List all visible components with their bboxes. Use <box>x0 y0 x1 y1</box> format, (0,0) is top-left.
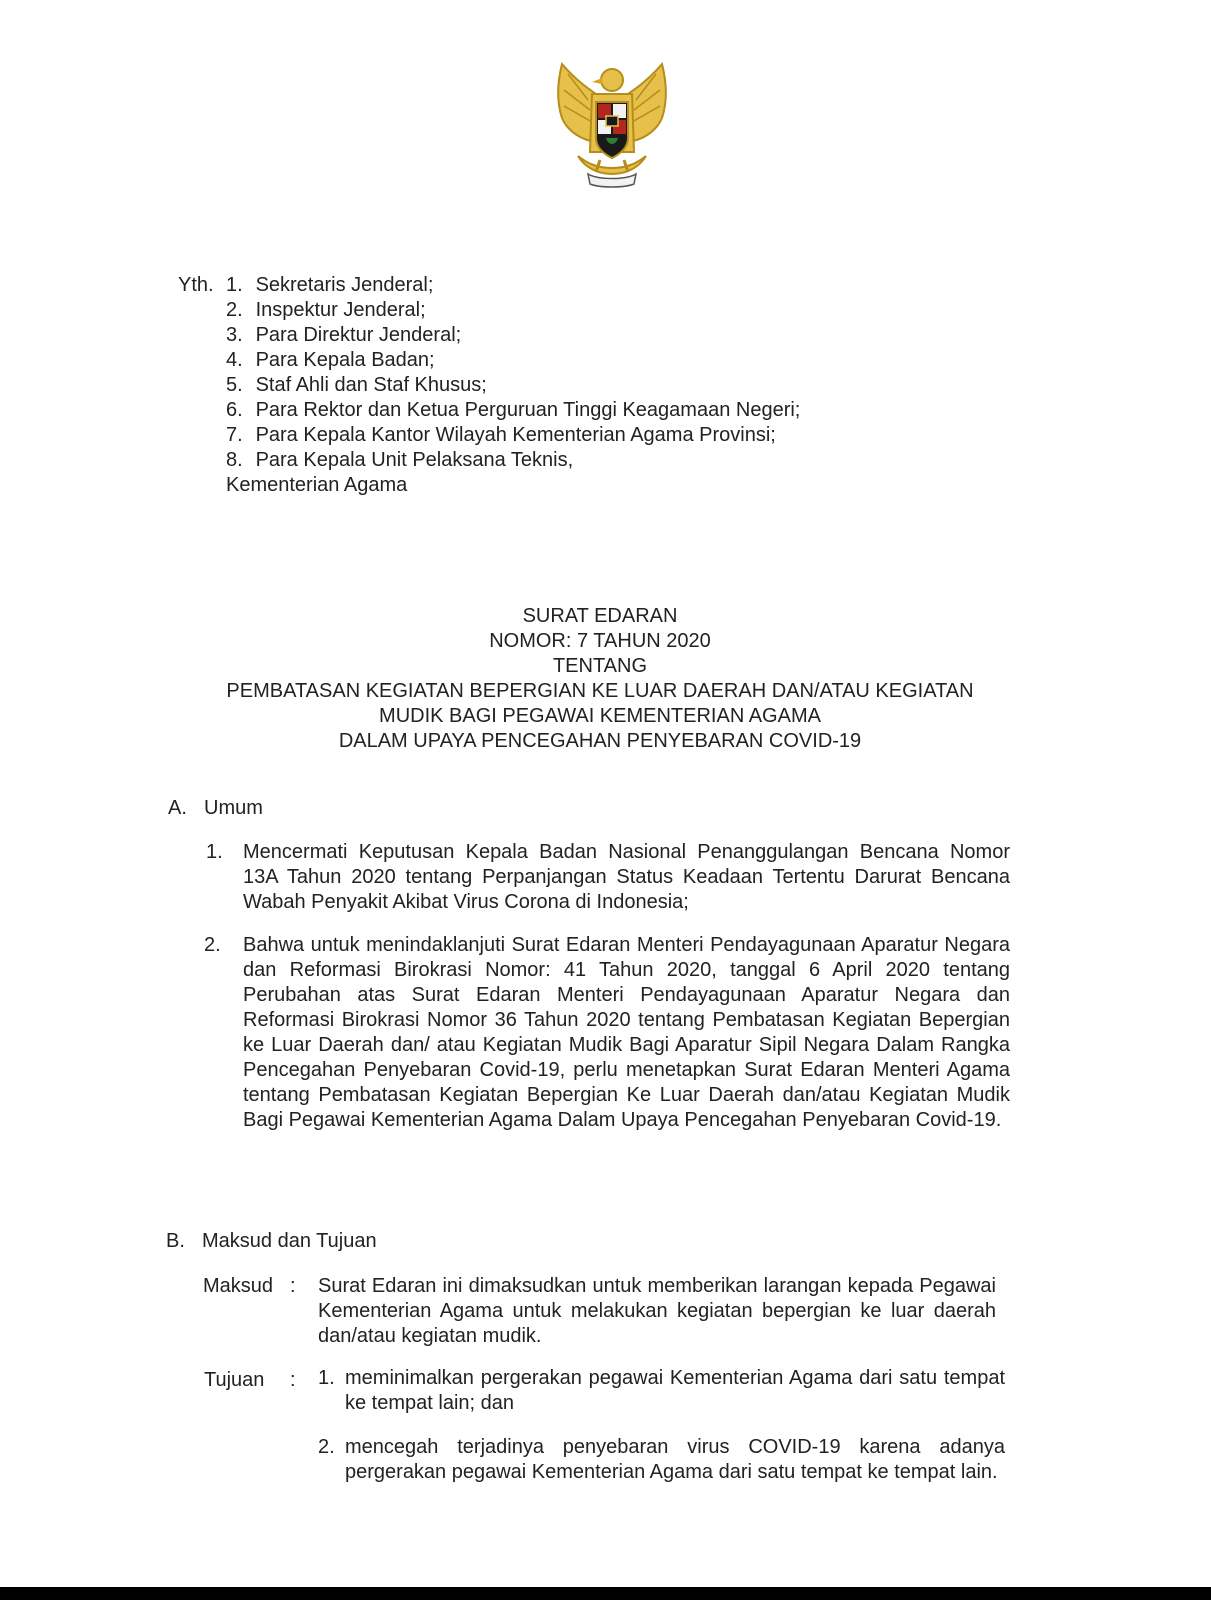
tujuan-number: 1. <box>318 1367 335 1389</box>
title-line: PEMBATASAN KEGIATAN BEPERGIAN KE LUAR DAERAH DAN/ATAU KEGIATAN <box>226 680 974 702</box>
recipient-number: 1. <box>226 274 243 296</box>
maksud-label: Maksud <box>203 1275 274 1297</box>
title-line: DALAM UPAYA PENCEGAHAN PENYEBARAN COVID-19 <box>338 730 862 752</box>
recipient-item <box>226 398 800 423</box>
recipient-number: 6. <box>226 399 243 421</box>
recipient-item <box>226 348 800 373</box>
label-colon: : <box>290 1369 296 1391</box>
paragraph-text: Mencermati Keputusan Kepala Badan Nasional Penanggulangan Bencana Nomor 13A Tahun 2020 tentang Perpanjangan Status Keadaan Tertentu Darurat Bencana Wabah Penyakit Akibat Virus Corona di Indonesia; <box>243 841 1010 913</box>
tujuan-text: mencegah terjadinya penyebaran virus COVID-19 karena adanya pergerakan pegawai Kementerian Agama dari satu tempat ke tempat lain. <box>345 1436 1005 1483</box>
recipient-number: 4. <box>226 349 243 371</box>
section-title: Maksud dan Tujuan <box>202 1230 377 1252</box>
tujuan-label: Tujuan <box>204 1369 265 1391</box>
recipient-item <box>226 323 800 348</box>
label-colon: : <box>290 1275 296 1297</box>
recipient-item <box>226 273 800 298</box>
title-line: MUDIK BAGI PEGAWAI KEMENTERIAN AGAMA <box>379 705 821 727</box>
title-line: TENTANG <box>552 655 648 677</box>
section-letter: A. <box>168 797 187 819</box>
section-b-heading <box>166 1229 377 1254</box>
tujuan-text: meminimalkan pergerakan pegawai Kementerian Agama dari satu tempat ke tempat lain; dan <box>345 1367 1005 1414</box>
recipient-text: Para Direktur Jenderal; <box>255 324 462 346</box>
recipient-text: Sekretaris Jenderal; <box>255 274 434 296</box>
recipient-number: 2. <box>226 299 243 321</box>
recipient-number: 3. <box>226 324 243 346</box>
paragraph-number: 2. <box>204 934 221 956</box>
recipient-list <box>226 273 800 473</box>
recipient-item <box>226 298 800 323</box>
recipient-item <box>226 423 800 448</box>
title-line: SURAT EDARAN <box>522 605 678 627</box>
recipient-text: Para Kepala Badan; <box>255 349 435 371</box>
section-letter: B. <box>166 1230 185 1252</box>
recipient-number: 7. <box>226 424 243 446</box>
scan-bottom-edge <box>0 1587 1211 1600</box>
garuda-pancasila-emblem-icon <box>548 60 676 192</box>
recipient-text: Para Kepala Unit Pelaksana Teknis, <box>255 449 574 471</box>
recipient-item <box>226 448 800 473</box>
maksud-text: Surat Edaran ini dimaksudkan untuk memberikan larangan kepada Pegawai Kementerian Agama untuk melakukan kegiatan bepergian ke luar daerah dan/atau kegiatan mudik. <box>318 1275 996 1347</box>
recipient-item <box>226 373 800 398</box>
paragraph-number: 1. <box>206 841 223 863</box>
recipient-text: Staf Ahli dan Staf Khusus; <box>255 374 487 396</box>
recipient-number: 5. <box>226 374 243 396</box>
section-title: Umum <box>204 797 263 819</box>
recipient-closing: Kementerian Agama <box>226 474 408 496</box>
recipient-text: Inspektur Jenderal; <box>255 299 426 321</box>
paragraph-text: Bahwa untuk menindaklanjuti Surat Edaran Menteri Pendayagunaan Aparatur Negara dan Reformasi Birokrasi Nomor: 41 Tahun 2020, tanggal 6 April 2020 tentang Perubahan atas Surat Edaran Menteri Pendayagunaan Aparatur Negara dan Reformasi Birokrasi Nomor 36 Tahun 2020 tentang Pembatasan Kegiatan Bepergian ke Luar Daerah dan/ atau Kegiatan Mudik Bagi Aparatur Sipil Negara Dalam Rangka Pencegahan Penyebaran Covid-19, perlu menetapkan Surat Edaran Menteri Agama tentang Pembatasan Kegiatan Bepergian Ke Luar Daerah dan/atau Kegiatan Mudik Bagi Pegawai Kementerian Agama Dalam Upaya Pencegahan Penyebaran Covid-19. <box>243 934 1010 1131</box>
address-label: Yth. <box>178 274 214 296</box>
title-line: NOMOR: 7 TAHUN 2020 <box>489 630 711 652</box>
section-a-heading <box>168 796 263 821</box>
recipient-number: 8. <box>226 449 243 471</box>
tujuan-number: 2. <box>318 1436 335 1458</box>
recipient-text: Para Rektor dan Ketua Perguruan Tinggi Keagamaan Negeri; <box>255 399 801 421</box>
document-title <box>150 604 1050 754</box>
recipient-text: Para Kepala Kantor Wilayah Kementerian Agama Provinsi; <box>255 424 776 446</box>
